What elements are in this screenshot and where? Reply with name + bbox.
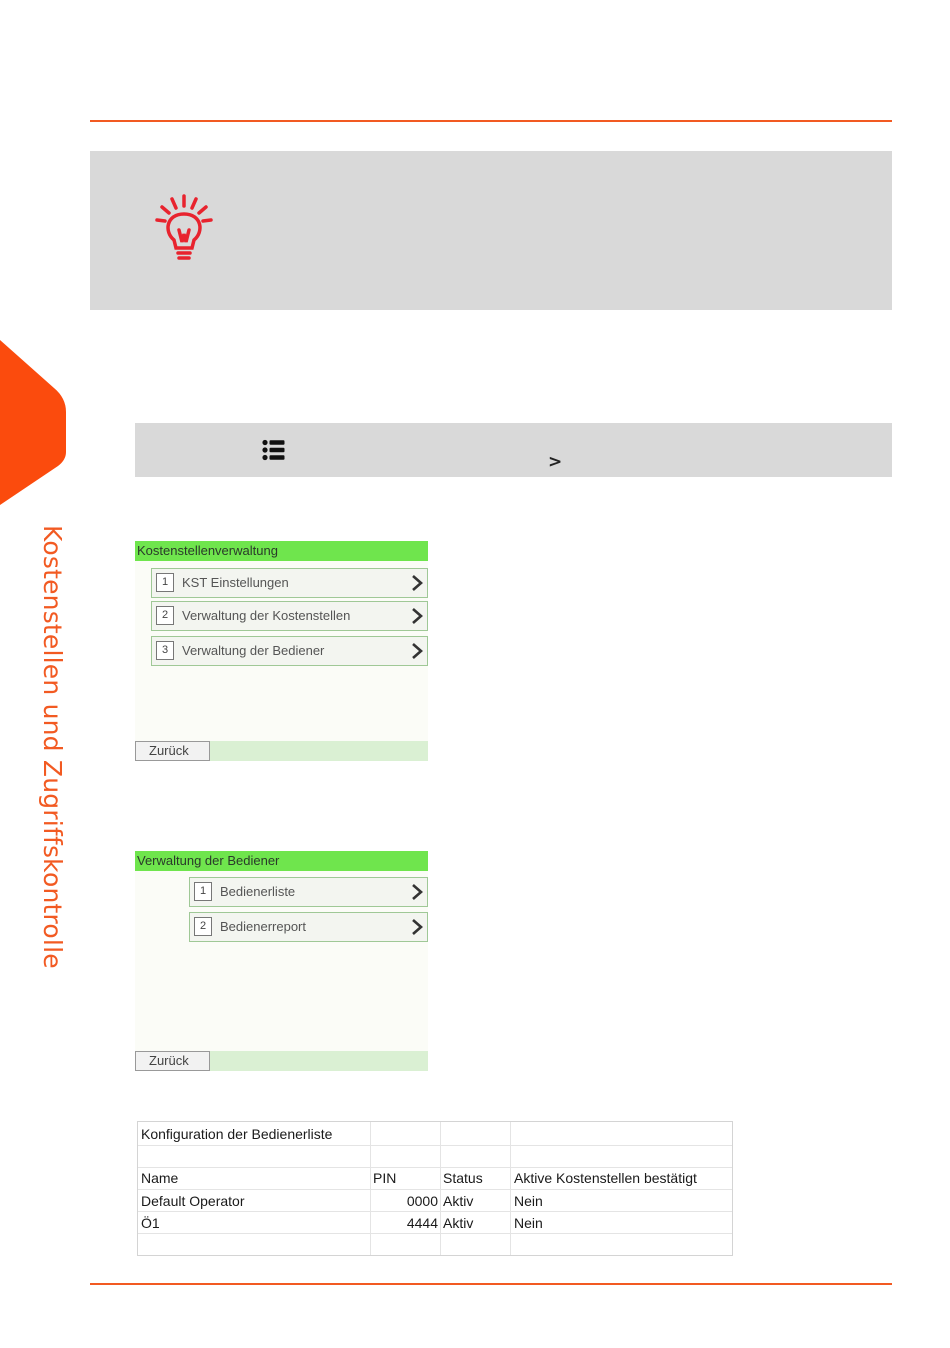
- item-number: 3: [156, 641, 174, 660]
- table-row-pin: 0000: [406, 1193, 438, 1209]
- column-header-pin: PIN: [373, 1170, 397, 1186]
- screen-footer: [135, 1051, 428, 1071]
- menu-item-cost-centers[interactable]: [151, 601, 428, 631]
- screen-body: [135, 561, 428, 741]
- item-number: 2: [194, 917, 212, 936]
- lightbulb-icon: [152, 192, 216, 264]
- item-label: KST Einstellungen: [182, 575, 289, 590]
- menu-item-kst-settings[interactable]: [151, 568, 428, 598]
- sheet-title: Konfiguration der Bedienerliste: [141, 1126, 333, 1142]
- back-button[interactable]: Zurück: [135, 1051, 210, 1071]
- column-header-confirmed: Aktive Kostenstellen bestätigt: [514, 1170, 697, 1186]
- screen-header: Kostenstellenverwaltung: [135, 541, 428, 561]
- navigation-path-bar: [135, 423, 892, 477]
- column-header-status: Status: [443, 1170, 483, 1186]
- table-row-name: Default Operator: [141, 1193, 245, 1209]
- menu-item-operator-list[interactable]: [189, 877, 428, 907]
- screen-operator-management: [135, 851, 428, 1071]
- path-separator-icon: >: [548, 452, 563, 472]
- screen-header: Verwaltung der Bediener: [135, 851, 428, 871]
- table-row-status: Aktiv: [443, 1193, 474, 1209]
- chevron-right-icon: [411, 883, 423, 901]
- menu-item-operators[interactable]: [151, 636, 428, 666]
- header-rule: [90, 120, 892, 122]
- chapter-tab-marker: [0, 340, 66, 505]
- chevron-right-icon: [411, 607, 423, 625]
- item-label: Verwaltung der Bediener: [182, 643, 325, 658]
- item-number: 1: [156, 573, 174, 592]
- column-header-name: Name: [141, 1170, 179, 1186]
- screen-footer: [135, 741, 428, 761]
- screen-body: [135, 871, 428, 1051]
- operator-list-sheet: [137, 1121, 733, 1256]
- footer-rule: [90, 1283, 892, 1285]
- chevron-right-icon: [411, 574, 423, 592]
- table-row-confirmed: Nein: [514, 1193, 543, 1209]
- item-number: 1: [194, 882, 212, 901]
- chevron-right-icon: [411, 918, 423, 936]
- item-label: Bedienerreport: [220, 919, 306, 934]
- back-button[interactable]: Zurück: [135, 741, 210, 761]
- chevron-right-icon: [411, 642, 423, 660]
- table-row-name: Ö1: [141, 1215, 160, 1231]
- screen-cost-center-management: [135, 541, 428, 761]
- menu-item-operator-report[interactable]: [189, 912, 428, 942]
- item-label: Bedienerliste: [220, 884, 296, 899]
- list-menu-icon: [262, 439, 286, 461]
- item-label: Verwaltung der Kostenstellen: [182, 608, 351, 623]
- item-number: 2: [156, 606, 174, 625]
- chapter-title: Kostenstellen und Zugriffskontrolle: [38, 525, 67, 969]
- table-row-confirmed: Nein: [514, 1215, 543, 1231]
- table-row-pin: 4444: [406, 1215, 438, 1231]
- table-row-status: Aktiv: [443, 1215, 474, 1231]
